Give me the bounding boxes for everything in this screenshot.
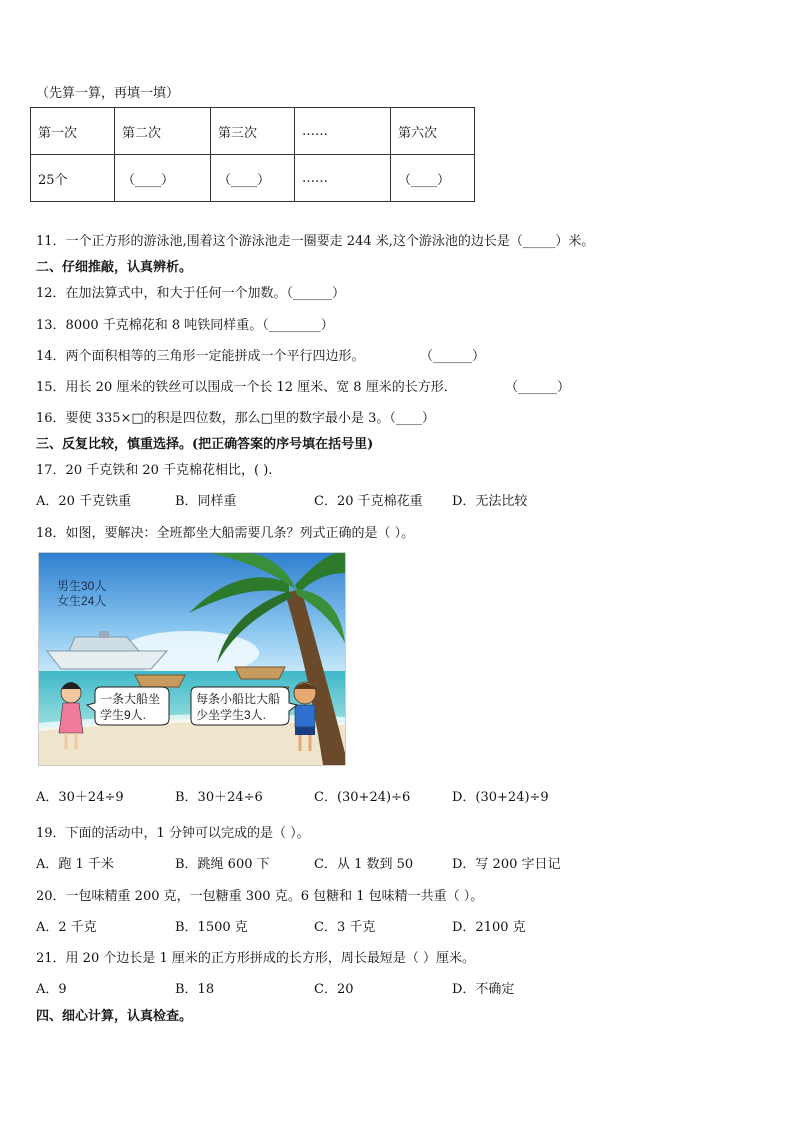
table-cell: （____） xyxy=(115,155,211,202)
question-14: 14．两个面积相等的三角形一定能拼成一个平行四边形。 xyxy=(36,349,365,364)
table-header-cell: 第二次 xyxy=(115,108,211,155)
boys-count-label: 男生30人 xyxy=(57,579,107,593)
table-header-cell: 第六次 xyxy=(391,108,475,155)
question-12: 12．在加法算式中，和大于任何一个加数。（______） xyxy=(36,286,346,301)
q17-option-a: A．20 千克铁重 xyxy=(36,494,132,509)
q17-option-d: D．无法比较 xyxy=(452,494,528,509)
q18-option-a: A．30＋24÷9 xyxy=(36,790,124,805)
table-header-cell: 第三次 xyxy=(211,108,295,155)
boat-scene-svg xyxy=(39,553,345,765)
q18-option-c: C．(30+24)÷6 xyxy=(314,790,411,805)
table-cell: （____） xyxy=(211,155,295,202)
question-16: 16．要使 335×□的积是四位数，那么□里的数字最小是 3。（____） xyxy=(36,411,435,426)
question-17: 17．20 千克铁和 20 千克棉花相比，( ). xyxy=(36,463,273,478)
question-13: 13．8000 千克棉花和 8 吨铁同样重。（________） xyxy=(36,318,334,333)
q19-option-b: B．跳绳 600 下 xyxy=(175,857,270,872)
left-speech-bubble xyxy=(87,687,169,725)
q21-option-b: B．18 xyxy=(175,982,215,997)
q18-option-d: D．(30+24)÷9 xyxy=(452,790,549,805)
question-15: 15．用长 20 厘米的铁丝可以围成一个长 12 厘米、宽 8 厘米的长方形． xyxy=(36,380,457,395)
q20-option-c: C．3 千克 xyxy=(314,920,376,935)
table-cell: …… xyxy=(295,155,391,202)
q20-option-b: B．1500 克 xyxy=(175,920,248,935)
section-4-heading: 四、细心计算，认真检查。 xyxy=(36,1009,193,1024)
question-20: 20．一包味精重 200 克，一包糖重 300 克。6 包糖和 1 包味精一共重（ ）。 xyxy=(36,889,484,904)
q18-option-b: B．30＋24÷6 xyxy=(175,790,263,805)
left-bubble-line-1: 一条大船坐 xyxy=(100,692,161,706)
boat-scene-picture xyxy=(38,552,346,766)
section-2-heading: 二、仔细推敲，认真辨析。 xyxy=(36,260,193,275)
q20-option-d: D．2100 克 xyxy=(452,920,526,935)
q20-option-a: A．2 千克 xyxy=(36,920,97,935)
question-18: 18．如图，要解决：全班都坐大船需要几条？列式正确的是（ ）。 xyxy=(36,526,415,541)
q17-option-b: B．同样重 xyxy=(175,494,237,509)
count-table xyxy=(30,107,475,202)
table-cell: （____） xyxy=(391,155,475,202)
question-11: 11．一个正方形的游泳池,围着这个游泳池走一圈要走 244 米,这个游泳池的边长是（_____）米。 xyxy=(36,234,595,249)
table-cell: 25个 xyxy=(31,155,115,202)
table-row xyxy=(31,108,475,155)
table-row xyxy=(31,155,475,202)
left-bubble-line-2: 学生9人. xyxy=(100,708,147,722)
q21-option-c: C．20 xyxy=(314,982,354,997)
table-header-cell: 第一次 xyxy=(31,108,115,155)
right-speech-bubble xyxy=(191,687,297,725)
section-3-heading: 三、反复比较，慎重选择。(把正确答案的序号填在括号里) xyxy=(36,437,374,452)
girls-count-label: 女生24人 xyxy=(57,594,107,608)
question-19: 19．下面的活动中，1 分钟可以完成的是（ ）。 xyxy=(36,826,310,841)
question-14-blank: （______） xyxy=(420,349,486,364)
q19-option-c: C．从 1 数到 50 xyxy=(314,857,414,872)
q17-option-c: C．20 千克棉花重 xyxy=(314,494,423,509)
q21-option-a: A．9 xyxy=(36,982,67,997)
right-bubble-line-1: 每条小船比大船 xyxy=(196,692,281,706)
q19-option-d: D．写 200 字日记 xyxy=(452,857,561,872)
question-21: 21．用 20 个边长是 1 厘米的正方形拼成的长方形，周长最短是（ ）厘米。 xyxy=(36,951,476,966)
question-15-blank: （______） xyxy=(505,380,571,395)
table-intro: （先算一算，再填一填） xyxy=(36,86,180,101)
table-header-cell: …… xyxy=(295,108,391,155)
q21-option-d: D．不确定 xyxy=(452,982,515,997)
q19-option-a: A．跑 1 千米 xyxy=(36,857,114,872)
right-bubble-line-2: 少坐学生3人. xyxy=(196,708,267,722)
